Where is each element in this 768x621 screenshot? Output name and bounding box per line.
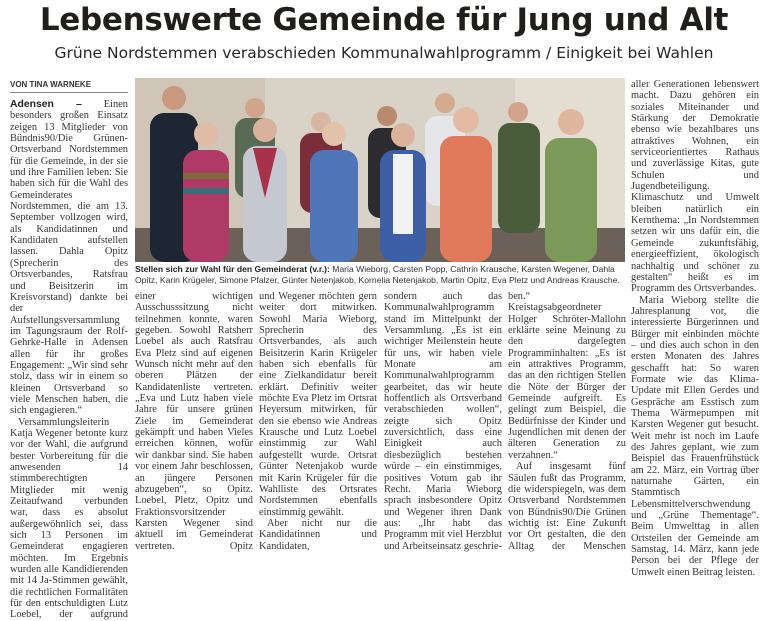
byline: VON TINA WARNEKE: [10, 80, 128, 93]
group-photo-image: [135, 78, 625, 262]
paragraph: sondern auch das Kommunalwahlprogramm stand im Mittelpunkt der Versammlung. „Es ist ein wichtiger Meilenstein heute für uns, wir haben viele Monate am Kommunalwahlprogramm gearbeitet, das wir heute hoffentlich als Ortsverband verabschieden wollen“, zeigte sich Opitz zuversichtlich, dass eine Einigkeit auch diesbezüglich bestehen würde – ein einstimmiges, positives Votum gab ihr Recht. Maria Wieborg sprach insbesondere Opitz und Wegener ihren Dank aus: „Ihr habt das Programm mit viel Herzblut und Arbeitseinsatz geschrie-: [384, 291, 502, 552]
paragraph: Versammlungsleiterin Katja Wegener betonte kurz vor der Wahl, die aufgrund bester Vorbereitung für die anwesenden 14 stimmberechtigten Mitglieder mit wenig Zeitaufwand verbunden war, dass es absolut außergewöhnlich sei, dass sich 13 Personen im Gemeinderat engagieren möchten. Im Ergebnis wurden alle Kandidierenden mit 14 Ja-Stimmen gewählt, die rechtlichen Formalitäten für den entschuldigten Lutz Loebel, der aufgrund: [10, 416, 128, 621]
article-column-4: [384, 291, 502, 552]
article-column-6: [631, 79, 759, 578]
headline: Lebenswerte Gemeinde für Jung und Alt: [39, 2, 729, 38]
paragraph: Maria Wieborg stellte die Jahresplanung vor, die interessierte Bürgerinnen und Bürger mit einbinden möchte – und dies auch schon in den ersten Monaten des Jahres geschafft hat: So waren Formate wie das Klima-Update mit Ellen Gerdes und Gespräche am Esstisch zum Thema Wärmepumpen mit Karsten Wegener gut besucht. Weit mehr ist noch im Laufe des Jahres geplant, wie zum Beispiel das Frauenfrühstück am 22. März, ein Vortrag über naturnahe Gärten, ein Stammtisch Lebensmittelverschwendung und „Grüne Thementage“. Beim Umwelttag in allen Ortsteilen der Gemeinde am Samstag, 14. März, kann jede Person bei der Pflege der Umwelt einen Beitrag leisten.: [631, 294, 759, 578]
paragraph: Auf insgesamt fünf Säulen fußt das Programm, die widerspiegeln, was dem Ortsverband Nordstemmen von Bündnis90/Die Grünen wichtig ist: Eine Zukunft vor Ort gestalten, die den Alltag der Menschen: [508, 461, 626, 552]
paragraph: [10, 99, 128, 417]
article-column-3: [259, 291, 377, 552]
article-column-1: [10, 99, 128, 621]
caption-lead: Stellen sich zur Wahl für den Gemeinderat (v.r.):: [135, 264, 330, 274]
article-column-2: [135, 291, 253, 552]
paragraph: einer wichtigen Ausschusssitzung nicht teilnehmen konnte, waren gegeben. Sowohl Ratsherr Loebel als auch Ratsfrau Eva Pletz sind auf eigenen Wunsch nicht mehr auf den oberen Plätzen der Kandidatenliste vertreten. „Eva und Lutz haben viele Jahre für unsere grünen Ziele im Gemeinderat gekämpft und haben Vieles erreichen können, wofür wir dankbar sind. Sie haben vor einem Jahr beschlossen, an jüngere Personen abzugeben“, so Opitz. Loebel, Pletz, Opitz und Fraktionsvorsitzender Karsten Wegener sind aktuell im Gemeinderat vertreten. Opitz: [135, 291, 253, 552]
paragraph: ben.“ Kreistagsabgeordneter Holger Schröter-Mallohn erklärte seine Meinung zu den dargelegten Programminhalten: „Es ist ein attraktives Programm, das an den richtigen Stellen die Nöte der Bürger der Gemeinde aufgreift. Es gelingt zum Beispiel, die Bedürfnisse der Kinder und Jugendlichen mit denen der älteren Generation zu verzahnen.“: [508, 291, 626, 461]
subheadline: Grüne Nordstemmen verabschieden Kommunalwahlprogramm / Einigkeit bei Wahlen: [54, 44, 714, 62]
dateline: Adensen –: [10, 99, 82, 110]
paragraph: aller Generationen lebenswert macht. Dazu gehören ein soziales Miteinander und Stärkung der Demokratie ebenso wie bezahlbares uns attraktives Wohnen, ein serviceorientiertes Rathaus und zuverlässige Kitas, gute Schulen und Jugendbeteiligung. Klimaschutz und Umwelt bleiben natürlich ein Kernthema: „In Nordstemmen setzen wir uns dafür ein, die Gemeinde zukunftsfähig, energieeffizient, ökologisch nachhaltig und schöner zu gestalten“ heißt es im Programm des Ortsverbandes.: [631, 79, 759, 295]
paragraph-text: Einen besonders großen Einsatz zeigen 13 Mitglieder von Bündnis90/Die Grünen-Ortsverband Nordstemmen für die Gemeinde, in der sie und ihre Familien leben: Sie haben sich für die Wahl des Gemeinderates Nordstemmen, die am 13. September vollzogen wird, als Kandidatinnen und Kandidaten aufstellen lassen. Dahla Opitz (Sprecherin des Ortsverbandes, Ratsfrau und Beisitzerin im Kreisvorstand) dankte bei der Aufstellungsversammlung im Tagungsraum der Rolf-Gehrke-Halle in Adensen allen für ihr großes Engagement: „Wir sind sehr stolz, dass wir in einem so kleinen Ortsverband so viele Menschen haben, die sich engagieren.“: [10, 99, 128, 417]
article-column-5: [508, 291, 626, 552]
photo-caption: [135, 264, 627, 286]
caption-text: Maria Wieborg, Carsten Popp, Cathrin Krausche, Karsten Wegener, Dahla Opitz, Karin Krügeler, Simone Pfalzer, Günter Netenjakob, Kornelia Netenjakob, Martin Opitz, Eva Pletz und Andreas Krausche.: [135, 264, 620, 285]
paragraph: Aber nicht nur die Kandidatinnen und Kandidaten,: [259, 517, 377, 552]
group-photo: [135, 78, 625, 262]
paragraph: und Wegener möchten gern weiter dort mitwirken. Sowohl Maria Wieborg, Sprecherin des Ortsverbandes, als auch Beisitzerin Karin Krügeler haben sich ebenfalls für eine Zielkandidatur bereit erklärt. Definitiv weiter möchte Eva Pletz im Ortsrat Heyersum mitwirken, für den sie ebenso wie Andreas Krausche und Lutz Loebel einstimmig zur Wahl aufgestellt wurde. Ortsrat Günter Netenjakob wurde mit Karin Krügeler für die Wahlliste des Ortsrates Nordstemmen ebenfalls einstimmig gewählt.: [259, 291, 377, 518]
